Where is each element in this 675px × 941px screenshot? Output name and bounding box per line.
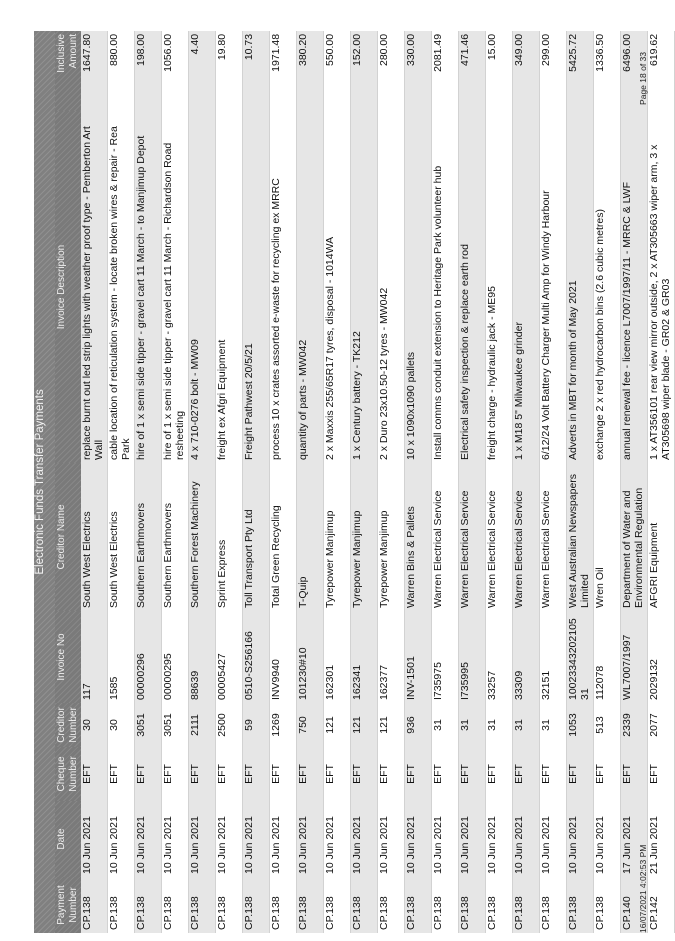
table-row — [621, 31, 648, 933]
date-cell: 21 Jun 2021 — [648, 801, 675, 877]
invoice-no-cell: 0510-S256166 — [243, 611, 270, 703]
printed-timestamp: 16/07/2021 4:02:53 PM — [638, 844, 648, 933]
table-row — [162, 31, 189, 933]
table-row — [216, 31, 243, 933]
payment-number-cell: CP.138 — [189, 877, 216, 933]
inclusive-amount-cell: 5425.72 — [567, 31, 594, 111]
payment-number-cell: CP.138 — [540, 877, 567, 933]
cheque-number-cell: EFT — [81, 747, 108, 801]
creditor-name-cell: T-Quip — [297, 463, 324, 611]
invoice-description-cell: process 10 x crates assorted e-waste for recycling ex MRRC — [270, 111, 297, 463]
creditor-name-cell: Department of Water and Environmental Regulation — [621, 463, 648, 611]
creditor-name-cell: Warren Electrical Service — [540, 463, 567, 611]
invoice-description-cell: 4 x 710-0276 bolt - MW09 — [189, 111, 216, 463]
creditor-name-cell: Tyrepower Manjimup — [324, 463, 351, 611]
payment-number-cell: CP.138 — [351, 877, 378, 933]
col-creditor-name: Creditor Name — [55, 463, 81, 611]
creditor-name-cell: Tyrepower Manjimup — [378, 463, 405, 611]
invoice-description-cell: 2 x Maxxis 255/65R17 tyres, disposal - 1014WA — [324, 111, 351, 463]
creditor-number-cell: 121 — [378, 703, 405, 747]
date-cell: 10 Jun 2021 — [540, 801, 567, 877]
date-cell: 10 Jun 2021 — [216, 801, 243, 877]
col-cheque-number: Cheque Number — [55, 747, 81, 801]
creditor-name-cell: South West Electrics — [81, 463, 108, 611]
inclusive-amount-cell: 330.00 — [405, 31, 432, 111]
payment-number-cell: CP.138 — [513, 877, 540, 933]
payment-number-cell: CP.138 — [486, 877, 513, 933]
invoice-no-cell: INV-1501 — [405, 611, 432, 703]
invoice-no-cell: 162377 — [378, 611, 405, 703]
invoice-description-cell: exchange 2 x red hydrocarbon bins (2.6 cubic metres) — [594, 111, 621, 463]
inclusive-amount-cell: 1336.50 — [594, 31, 621, 111]
inclusive-amount-cell: 152.00 — [351, 31, 378, 111]
cheque-number-cell: EFT — [513, 747, 540, 801]
invoice-description-cell: cable location of reticulation system - locate broken wires & repair - Rea Park — [108, 111, 135, 463]
date-cell: 10 Jun 2021 — [351, 801, 378, 877]
creditor-number-cell: 513 — [594, 703, 621, 747]
payment-number-cell: CP.138 — [135, 877, 162, 933]
cheque-number-cell: EFT — [621, 747, 648, 801]
inclusive-amount-cell: 1647.80 — [81, 31, 108, 111]
creditor-name-cell: Toll Transport Pty Ltd — [243, 463, 270, 611]
creditor-name-cell: West Australian Newspapers Limited — [567, 463, 594, 611]
creditor-number-cell: 750 — [297, 703, 324, 747]
cheque-number-cell: EFT — [567, 747, 594, 801]
creditor-number-cell: 121 — [351, 703, 378, 747]
creditor-name-cell: Total Green Recycling — [270, 463, 297, 611]
inclusive-amount-cell: 280.00 — [378, 31, 405, 111]
inclusive-amount-cell: 10.73 — [243, 31, 270, 111]
cheque-number-cell: EFT — [270, 747, 297, 801]
creditor-name-cell: Warren Electrical Service — [459, 463, 486, 611]
creditor-name-cell: Warren Bins & Pallets — [405, 463, 432, 611]
payment-number-cell: CP.142 — [648, 877, 675, 933]
date-cell: 10 Jun 2021 — [567, 801, 594, 877]
date-cell: 10 Jun 2021 — [297, 801, 324, 877]
creditor-number-cell: 3051 — [162, 703, 189, 747]
col-invoice-description: Invoice Description — [55, 111, 81, 463]
inclusive-amount-cell: 471.46 — [459, 31, 486, 111]
date-cell: 10 Jun 2021 — [459, 801, 486, 877]
creditor-number-cell: 2339 — [621, 703, 648, 747]
table-row — [513, 31, 540, 933]
eft-payments-table — [34, 31, 675, 933]
payment-number-cell: CP.138 — [567, 877, 594, 933]
date-cell: 10 Jun 2021 — [108, 801, 135, 877]
invoice-no-cell: 162341 — [351, 611, 378, 703]
invoice-no-cell: 88639 — [189, 611, 216, 703]
table-row — [243, 31, 270, 933]
cheque-number-cell: EFT — [216, 747, 243, 801]
invoice-description-cell: 1 x AT356101 rear view mirror outside, 2 x AT305663 wiper arm, 3 x AT305698 wiper blade - GR02 & GR03 — [648, 111, 675, 463]
table-row — [540, 31, 567, 933]
invoice-no-cell: WL7007/1997 — [621, 611, 648, 703]
invoice-description-cell: freight charge - hydraulic jack - ME95 — [486, 111, 513, 463]
cheque-number-cell: EFT — [351, 747, 378, 801]
invoice-no-cell: 32151 — [540, 611, 567, 703]
creditor-name-cell: Southern Earthmovers — [162, 463, 189, 611]
invoice-description-cell: 1 x Century battery - TK212 — [351, 111, 378, 463]
col-inclusive-amount: Inclusive Amount — [55, 31, 81, 111]
creditor-name-cell: Southern Forest Machinery — [189, 463, 216, 611]
creditor-name-cell: Tyrepower Manjimup — [351, 463, 378, 611]
cheque-number-cell: EFT — [324, 747, 351, 801]
table-row — [378, 31, 405, 933]
cheque-number-cell: EFT — [405, 747, 432, 801]
inclusive-amount-cell: 6496.00 — [621, 31, 648, 111]
table-row — [648, 31, 675, 933]
table-row — [324, 31, 351, 933]
table-row — [594, 31, 621, 933]
date-cell: 10 Jun 2021 — [378, 801, 405, 877]
date-cell: 10 Jun 2021 — [513, 801, 540, 877]
creditor-name-cell: AFGRI Equipment — [648, 463, 675, 611]
table-row — [432, 31, 459, 933]
invoice-description-cell: freight ex Afgri Equipment — [216, 111, 243, 463]
cheque-number-cell: EFT — [135, 747, 162, 801]
creditor-number-cell: 2500 — [216, 703, 243, 747]
creditor-name-cell: Warren Electrical Service — [486, 463, 513, 611]
date-cell: 10 Jun 2021 — [324, 801, 351, 877]
invoice-no-cell: 00000295 — [162, 611, 189, 703]
inclusive-amount-cell: 550.00 — [324, 31, 351, 111]
col-creditor-number: Creditor Number — [55, 703, 81, 747]
date-cell: 10 Jun 2021 — [135, 801, 162, 877]
creditor-number-cell: 31 — [432, 703, 459, 747]
invoice-no-cell: 2029132 — [648, 611, 675, 703]
table-row — [270, 31, 297, 933]
creditor-number-cell: 1053 — [567, 703, 594, 747]
creditor-number-cell: 121 — [324, 703, 351, 747]
creditor-number-cell: 31 — [486, 703, 513, 747]
invoice-no-cell: I735995 — [459, 611, 486, 703]
creditor-number-cell: 2077 — [648, 703, 675, 747]
invoice-description-cell: quantity of parts - MW042 — [297, 111, 324, 463]
inclusive-amount-cell: 2081.49 — [432, 31, 459, 111]
invoice-no-cell: 33257 — [486, 611, 513, 703]
invoice-no-cell: INV9940 — [270, 611, 297, 703]
creditor-name-cell: Sprint Express — [216, 463, 243, 611]
invoice-no-cell: 00000296 — [135, 611, 162, 703]
creditor-number-cell: 30 — [81, 703, 108, 747]
cheque-number-cell: EFT — [459, 747, 486, 801]
inclusive-amount-cell: 380.20 — [297, 31, 324, 111]
invoice-no-cell: 1585 — [108, 611, 135, 703]
creditor-number-cell: 936 — [405, 703, 432, 747]
invoice-description-cell: 10 x 1090x1090 pallets — [405, 111, 432, 463]
table-row — [459, 31, 486, 933]
inclusive-amount-cell: 19.80 — [216, 31, 243, 111]
inclusive-amount-cell: 619.62 — [648, 31, 675, 111]
payment-number-cell: CP.138 — [594, 877, 621, 933]
table-row — [108, 31, 135, 933]
table-row — [405, 31, 432, 933]
payment-number-cell: CP.138 — [324, 877, 351, 933]
payment-number-cell: CP.138 — [81, 877, 108, 933]
cheque-number-cell: EFT — [486, 747, 513, 801]
invoice-description-cell: Install comms conduit extension to Heritage Park volunteer hub — [432, 111, 459, 463]
payment-number-cell: CP.138 — [378, 877, 405, 933]
date-cell: 10 Jun 2021 — [270, 801, 297, 877]
table-row — [486, 31, 513, 933]
payment-number-cell: CP.138 — [243, 877, 270, 933]
col-invoice-no: Invoice No — [55, 611, 81, 703]
col-payment-number: Payment Number — [55, 877, 81, 933]
invoice-description-cell: Freight Pathwest 20/5/21 — [243, 111, 270, 463]
payment-number-cell: CP.140 — [621, 877, 648, 933]
invoice-no-cell: 33309 — [513, 611, 540, 703]
invoice-description-cell: hire of 1 x semi side tipper - gravel cart 11 March - Richardson Road resheeting — [162, 111, 189, 463]
cheque-number-cell: EFT — [540, 747, 567, 801]
invoice-description-cell: Electrical safety inspection & replace earth rod — [459, 111, 486, 463]
payment-number-cell: CP.138 — [270, 877, 297, 933]
creditor-name-cell: South West Electrics — [108, 463, 135, 611]
date-cell: 10 Jun 2021 — [189, 801, 216, 877]
invoice-no-cell: 117 — [81, 611, 108, 703]
creditor-number-cell: 3051 — [135, 703, 162, 747]
invoice-description-cell: replace burnt out led strip lights with weather proof type - Pemberton Art Wall — [81, 111, 108, 463]
date-cell: 10 Jun 2021 — [81, 801, 108, 877]
date-cell: 10 Jun 2021 — [594, 801, 621, 877]
creditor-name-cell: Southern Earthmovers — [135, 463, 162, 611]
inclusive-amount-cell: 1971.48 — [270, 31, 297, 111]
date-cell: 10 Jun 2021 — [243, 801, 270, 877]
payment-number-cell: CP.138 — [459, 877, 486, 933]
inclusive-amount-cell: 349.00 — [513, 31, 540, 111]
invoice-no-cell: 00005427 — [216, 611, 243, 703]
date-cell: 10 Jun 2021 — [405, 801, 432, 877]
cheque-number-cell: EFT — [108, 747, 135, 801]
invoice-description-cell: 2 x Duro 23x10.50-12 tyres - MW042 — [378, 111, 405, 463]
payment-number-cell: CP.138 — [216, 877, 243, 933]
invoice-no-cell: 10023343202105 31 — [567, 611, 594, 703]
creditor-number-cell: 1269 — [270, 703, 297, 747]
cheque-number-cell: EFT — [162, 747, 189, 801]
date-cell: 10 Jun 2021 — [432, 801, 459, 877]
date-cell: 17 Jun 2021 — [621, 801, 648, 877]
inclusive-amount-cell: 1056.00 — [162, 31, 189, 111]
creditor-number-cell: 31 — [540, 703, 567, 747]
invoice-description-cell: hire of 1 x semi side tipper - gravel cart 11 March - to Manjimup Depot — [135, 111, 162, 463]
inclusive-amount-cell: 880.00 — [108, 31, 135, 111]
creditor-name-cell: Warren Electrical Service — [432, 463, 459, 611]
inclusive-amount-cell: 4.40 — [189, 31, 216, 111]
cheque-number-cell: EFT — [378, 747, 405, 801]
payment-number-cell: CP.138 — [162, 877, 189, 933]
invoice-no-cell: I735975 — [432, 611, 459, 703]
table-row — [189, 31, 216, 933]
inclusive-amount-cell: 198.00 — [135, 31, 162, 111]
table-row — [81, 31, 108, 933]
payment-number-cell: CP.138 — [405, 877, 432, 933]
invoice-description-cell: annual renewal fee - licence L7007/1997/11 - MRRC & LWF — [621, 111, 648, 463]
invoice-no-cell: 101230#10 — [297, 611, 324, 703]
invoice-no-cell: 162301 — [324, 611, 351, 703]
cheque-number-cell: EFT — [297, 747, 324, 801]
payment-number-cell: CP.138 — [108, 877, 135, 933]
inclusive-amount-cell: 15.00 — [486, 31, 513, 111]
creditor-name-cell: Warren Electrical Service — [513, 463, 540, 611]
cheque-number-cell: EFT — [243, 747, 270, 801]
cheque-number-cell: EFT — [189, 747, 216, 801]
creditor-number-cell: 59 — [243, 703, 270, 747]
payment-number-cell: CP.138 — [297, 877, 324, 933]
inclusive-amount-cell: 299.00 — [540, 31, 567, 111]
creditor-number-cell: 30 — [108, 703, 135, 747]
creditor-number-cell: 2111 — [189, 703, 216, 747]
table-row — [135, 31, 162, 933]
table-row — [351, 31, 378, 933]
payment-number-cell: CP.138 — [432, 877, 459, 933]
creditor-number-cell: 31 — [459, 703, 486, 747]
creditor-number-cell: 31 — [513, 703, 540, 747]
cheque-number-cell: EFT — [432, 747, 459, 801]
cheque-number-cell: EFT — [648, 747, 675, 801]
col-date: Date — [55, 801, 81, 877]
invoice-no-cell: 112078 — [594, 611, 621, 703]
report-title: Electronic Funds Transfer Payments — [34, 31, 55, 933]
table-row — [297, 31, 324, 933]
creditor-name-cell: Wren Oil — [594, 463, 621, 611]
cheque-number-cell: EFT — [594, 747, 621, 801]
invoice-description-cell: 1 x M18 5" Milwaukee grinder — [513, 111, 540, 463]
invoice-description-cell: 6/12/24 Volt Battery Charger Multi Amp for Windy Harbour — [540, 111, 567, 463]
date-cell: 10 Jun 2021 — [162, 801, 189, 877]
page-number: Page 18 of 33 — [638, 52, 648, 105]
table-row — [567, 31, 594, 933]
date-cell: 10 Jun 2021 — [486, 801, 513, 877]
invoice-description-cell: Adverts in MBT for month of May 2021 — [567, 111, 594, 463]
